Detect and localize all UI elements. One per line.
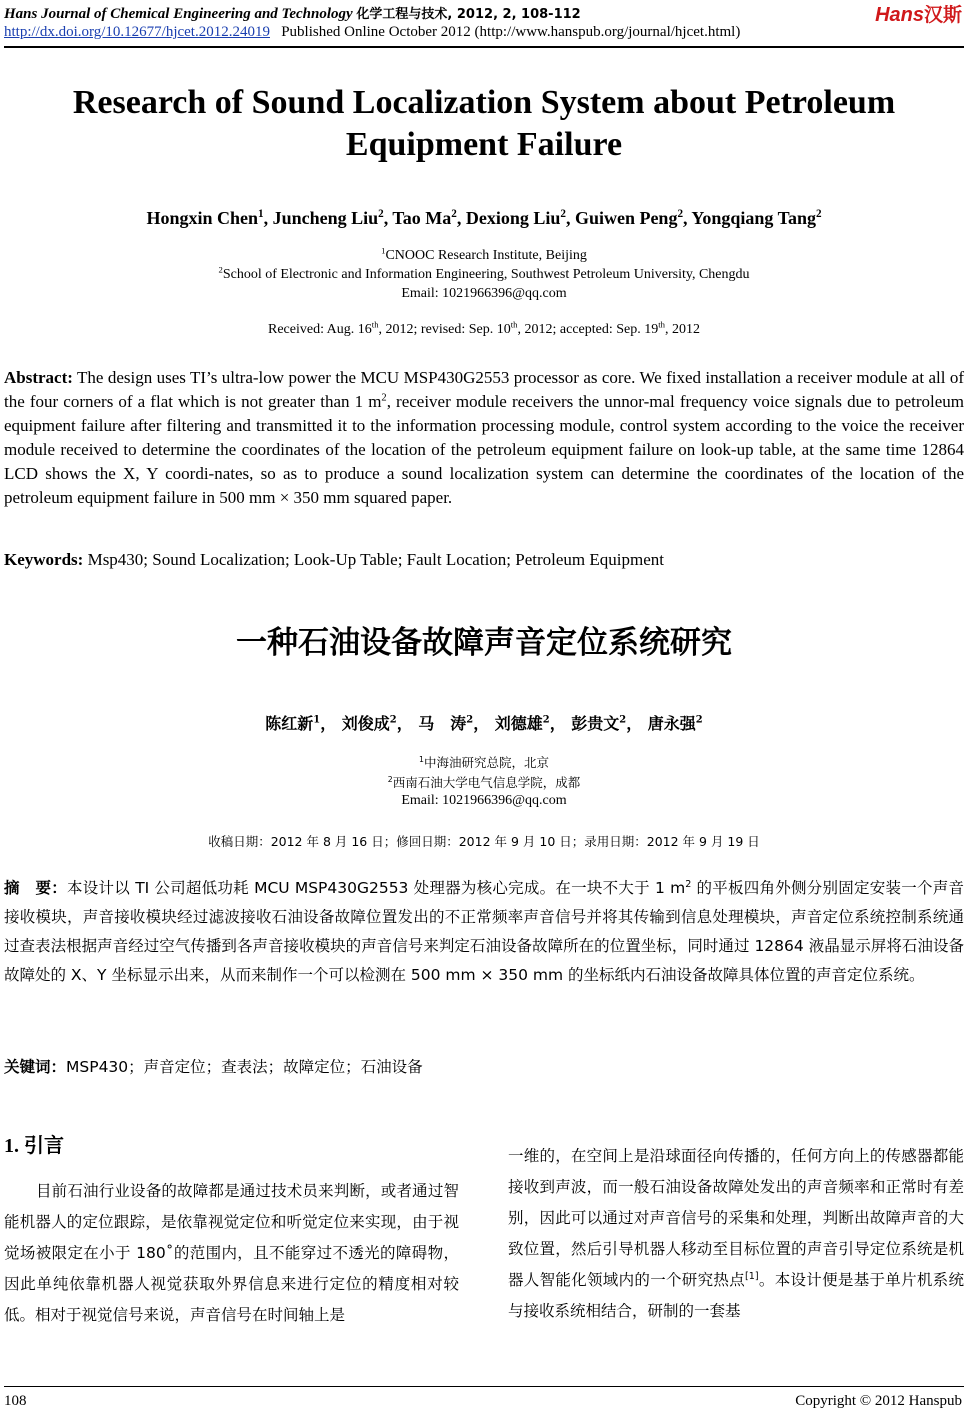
paper-title: Research of Sound Localization System about Petroleum Equipment Failure xyxy=(72,84,896,163)
author: Juncheng Liu xyxy=(272,208,379,228)
keywords-label-cn: 关键词： xyxy=(4,1058,67,1076)
received-dates: Received: Aug. 16th, 2012; revised: Sep. 10th, 2012; accepted: Sep. 19th, 2012 xyxy=(267,319,701,337)
copyright: Copyright © 2012 Hanspub xyxy=(795,1393,962,1409)
body-column-right: 一维的，在空间上是沿球面径向传播的，任何方向上的传感器都能接收到声波，而一般石油设备故障处发出的声音频率和正常时有差别，因此可以通过对声音信号的采集和处理，判断出故障声音的大致位置，然后引导机器人移动至目标位置的声音引导定位系统是机器人智能化领域内的一个研究热点[1]。本设计便是基于单片机系统与接收系统相结合，研制的一套基 xyxy=(508,1147,964,1320)
author: Yongqiang Tang xyxy=(691,208,816,228)
journal-name-cn: 化学工程与技术, 2012, 2, 108-112 xyxy=(356,7,581,22)
journal-header xyxy=(4,3,581,23)
abstract: Abstract: The design uses TI’s ultra-low power the MCU MSP430G2553 processor as core. We fixed installation a receiver module at all of the four corners of a flat which is not greater than 1 $m^2$, receiver module receivers the unnor-mal frequency voice signals due to petroleum equipment failure after filtering and transmitted it to the information processing module, control system according to the voice the receiver module received to determine the coordinates of the location of the petroleum equipment failure on look-up table, at the same time 12864 LCD shows the X, Y coordi-nates, so as to produce a sound localization system can determine the coordinates of the location of the petroleum equipment failure in 500 mm × 350 mm squared paper. xyxy=(4,368,964,507)
author-list: Hongxin Chen$^1$, Juncheng Liu$^2$, Tao Ma$^2$, Dexiong Liu$^2$, Guiwen Peng$^2$, Yongqiang Tang$^2$ xyxy=(146,208,822,228)
header-divider xyxy=(4,46,964,48)
published-info: Published Online October 2012 (http://www.hanspub.org/journal/hjcet.html) xyxy=(281,24,741,40)
hans-logo xyxy=(875,0,962,27)
author-list-cn: 陈红新$^1$， 刘俊成$^2$， 马 涛$^2$， 刘德雄$^2$， 彭贵文$^2$， 唐永强$^2$ xyxy=(265,714,703,733)
author: Hongxin Chen xyxy=(146,208,259,228)
citation-ref[interactable]: [1] xyxy=(745,1270,759,1282)
keywords-cn: 关键词：MSP430；声音定位；查表法；故障定位；石油设备 xyxy=(4,1058,423,1076)
body-column-left: 目前石油行业设备的故障都是通过技术员来判断，或者通过智能机器人的定位跟踪，是依靠视觉定位和听觉定位来实现，由于视觉场被限定在小于 180˚的范围内，且不能穿过不透光的障碍物，因此单纯依靠机器人视觉获取外界信息来进行定位的精度相对较低。相对于视觉信号来说，声音信号在时间轴上是 xyxy=(4,1182,459,1324)
author: Guiwen Peng xyxy=(574,208,678,228)
author-email-cn: Email: 1021966396@qq.com xyxy=(401,793,567,808)
author: Dexiong Liu xyxy=(465,208,561,228)
logo-text: Hans xyxy=(875,4,924,26)
paper-title-cn: 一种石油设备故障声音定位系统研究 xyxy=(236,625,732,661)
affiliation-1: $^1$CNOOC Research Institute, Beijing xyxy=(381,245,587,263)
affiliation-2: $^2$School of Electronic and Information Engineering, Southwest Petroleum University, Chengdu xyxy=(218,264,750,282)
journal-name: Hans Journal of Chemical Engineering and Technology xyxy=(4,6,353,22)
footer-divider xyxy=(4,1386,964,1387)
affiliation-1-cn: $^1$中海油研究总院，北京 xyxy=(419,754,549,770)
doi-link[interactable]: http://dx.doi.org/10.12677/hjcet.2012.24019 xyxy=(4,24,270,40)
keywords: Keywords: Msp430; Sound Localization; Look-Up Table; Fault Location; Petroleum Equipment xyxy=(4,550,664,569)
page-number: 108 xyxy=(4,1393,27,1409)
section-heading: 1. 引言 xyxy=(4,1133,64,1157)
abstract-label-cn: 摘 要： xyxy=(4,879,68,897)
author-email: Email: 1021966396@qq.com xyxy=(401,286,567,301)
keywords-label: Keywords: xyxy=(4,550,84,569)
doi-line xyxy=(4,24,740,41)
abstract-label: Abstract: xyxy=(4,368,73,387)
abstract-cn: 摘 要：本设计以 TI 公司超低功耗 MCU MSP430G2553 处理器为核心完成。在一块不大于 1 $m^2$ 的平板四角外侧分别固定安装一个声音接收模块，声音接收模块经过滤波接收石油设备故障位置发出的不正常频率声音信号并将其传输到信息处理模块，声音定位系统控制系统通过查表法根据声音经过空气传播到各声音接收模块的声音信号来判定石油设备故障所在的位置坐标，同时通过 12864 液晶显示屏将石油设备故障处的 X、Y 坐标显示出来，从而来制作一个可以检测在 500 mm × 350 mm 的坐标纸内石油设备故障具体位置的声音定位系统。 xyxy=(4,878,964,984)
author: Tao Ma xyxy=(392,208,452,228)
received-dates-cn: 收稿日期：2012 年 8 月 16 日；修回日期：2012 年 9 月 10 日；录用日期：2012 年 9 月 19 日 xyxy=(208,834,760,849)
logo-text-cn: 汉斯 xyxy=(923,4,962,26)
affiliation-2-cn: $^2$西南石油大学电气信息学院，成都 xyxy=(387,774,581,790)
